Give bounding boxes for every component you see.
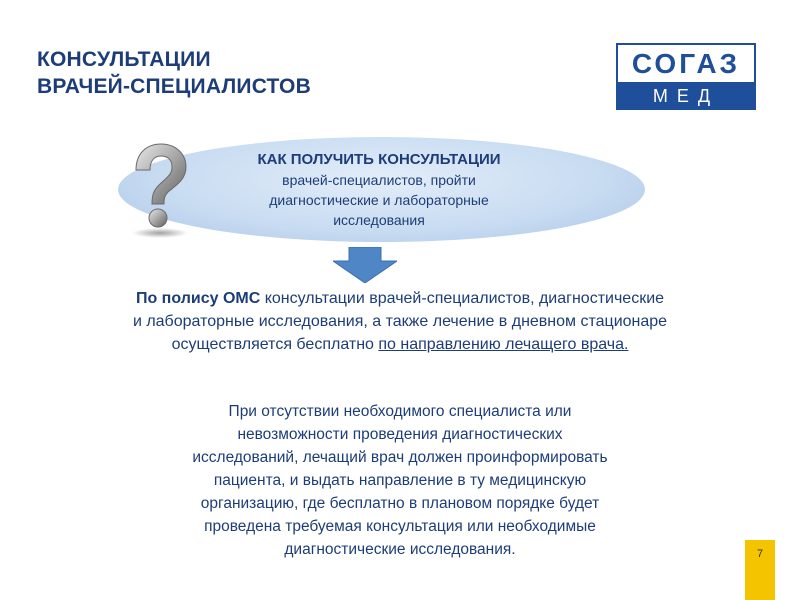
question-heading: КАК ПОЛУЧИТЬ КОНСУЛЬТАЦИИ: [257, 151, 501, 168]
absence-line-1: При отсутствии необходимого специалиста или: [228, 403, 572, 420]
question-text: [200, 150, 558, 230]
absence-line-2: невозможности проведения диагностических: [237, 426, 563, 443]
page-number: 7: [745, 540, 775, 600]
question-line-2: диагностические и лабораторные: [269, 192, 489, 208]
logo-bottom-text: МЕД: [616, 82, 756, 110]
page-title: [37, 46, 311, 100]
question-line-3: исследования: [333, 212, 425, 228]
absence-paragraph: [100, 400, 700, 561]
title-line-2: ВРАЧЕЙ-СПЕЦИАЛИСТОВ: [37, 75, 311, 98]
oms-bold-label: По полису ОМС: [135, 290, 261, 307]
oms-text-line3: осуществляется бесплатно: [171, 336, 379, 353]
oms-text-part1: консультации врачей-специалистов, диагностические: [260, 290, 665, 307]
question-line-1: врачей-специалистов, пройти: [282, 172, 476, 188]
oms-text-line2: и лабораторные исследования, а также лечение в дневном стационаре: [132, 313, 668, 330]
arrow-down-icon: [333, 247, 397, 283]
absence-line-5: организацию, где бесплатно в плановом порядке будет: [200, 495, 600, 512]
absence-line-7: диагностические исследования.: [284, 541, 516, 558]
absence-line-3: исследований, лечащий врач должен проинформировать: [192, 449, 608, 466]
referral-underlined: по направлению лечащего врача.: [378, 336, 629, 353]
title-line-1: КОНСУЛЬТАЦИИ: [37, 48, 211, 71]
logo-top-text: СОГАЗ: [616, 43, 756, 82]
oms-paragraph: [40, 287, 760, 356]
question-mark-icon: [126, 140, 194, 240]
absence-line-6: проведена требуемая консультация или необходимые: [204, 518, 596, 535]
sogaz-med-logo: [616, 43, 756, 110]
absence-line-4: пациента, и выдать направление в ту медицинскую: [213, 472, 587, 489]
